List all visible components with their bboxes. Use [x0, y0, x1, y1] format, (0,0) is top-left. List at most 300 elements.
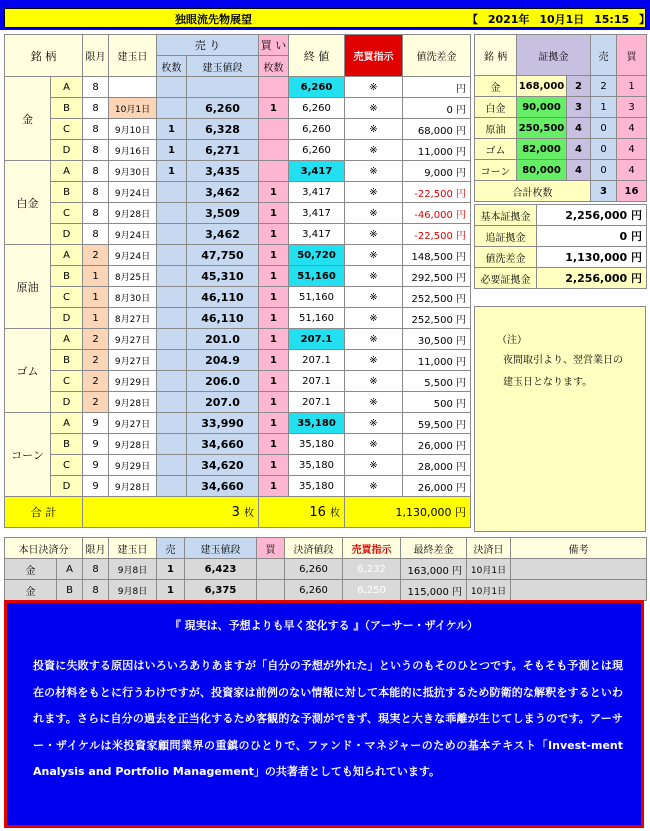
quote-heading: 『 現実は、予想よりも早く変化する 』（アーサー・ザイケル）	[169, 619, 479, 632]
position-date: 9月10日	[109, 119, 157, 140]
settled-buy	[257, 559, 285, 580]
position-diff: 500 円	[403, 392, 471, 413]
margin-row	[475, 139, 647, 160]
summary-value: 1,130,000 円	[537, 247, 647, 268]
settled-buy	[257, 580, 285, 601]
memo-line-1: （注）	[497, 335, 527, 346]
position-price: 6,271	[187, 140, 259, 161]
position-row	[5, 182, 471, 203]
position-date: 8月27日	[109, 308, 157, 329]
position-row	[5, 224, 471, 245]
position-row	[5, 77, 471, 98]
settled-col-3: 売	[157, 538, 185, 559]
quote-body: 投資に失敗する原因はいろいろありあますが「自分の予想が外れた」というのもそのひとつです。そもそも予測とは現在の材料をもとに行うわけですが、投資家は前例のない情報に対して本能的に抵抗するため防衛的な解釈をするといわれます。さらに自分の過去を正当化するため客観的な予測ができず、現実と大きな乖離が生じてしまうのです。アーサー・ザイケルは米投資家顧問業界の重鎮のひとりで、ファンド・マネジャーのための基本テキスト「Invest-ment Analysis and Portfolio Management」の共著者としても知られています。	[33, 659, 623, 778]
settled-date: 9月8日	[109, 559, 157, 580]
position-diff: 59,500 円	[403, 413, 471, 434]
bracket-open: 【	[467, 13, 478, 26]
position-month: 9	[83, 455, 109, 476]
memo-link[interactable]: MEMO	[544, 290, 576, 301]
position-letter: B	[51, 266, 83, 287]
margin-buy: 4	[617, 160, 647, 181]
position-price: 34,620	[187, 455, 259, 476]
margin-sell: 0	[591, 160, 617, 181]
memo-line-2: 夜間取引より、翌営業日の	[503, 355, 623, 366]
position-buy-count: 1	[259, 182, 289, 203]
settled-col-6: 決済値段	[285, 538, 343, 559]
settled-month: 8	[83, 580, 109, 601]
col-kai-maisu: 枚数	[259, 56, 289, 77]
position-sell-count: 1	[157, 161, 187, 182]
summary-value: 2,256,000 円	[537, 268, 647, 289]
position-price: 46,110	[187, 308, 259, 329]
position-price: 46,110	[187, 287, 259, 308]
position-price: 34,660	[187, 434, 259, 455]
position-instruction: ※	[345, 350, 403, 371]
settled-note	[511, 580, 647, 601]
position-buy-count: 1	[259, 329, 289, 350]
position-date: 8月30日	[109, 287, 157, 308]
position-instruction: ※	[345, 371, 403, 392]
settled-col-9: 決済日	[467, 538, 511, 559]
position-price: 207.0	[187, 392, 259, 413]
position-letter: B	[51, 182, 83, 203]
position-close: 35,180	[289, 455, 345, 476]
settled-settle-price: 6,260	[285, 559, 343, 580]
position-diff: 252,500 円	[403, 308, 471, 329]
position-month: 8	[83, 119, 109, 140]
position-month: 2	[83, 392, 109, 413]
position-price: 45,310	[187, 266, 259, 287]
summary-row	[475, 247, 647, 268]
summary-label: 追証拠金	[475, 226, 537, 247]
col-kai: 買 い	[259, 35, 289, 56]
position-diff: 5,500 円	[403, 371, 471, 392]
position-diff: 円	[403, 77, 471, 98]
margin-sell: 0	[591, 118, 617, 139]
position-close: 35,180	[289, 476, 345, 497]
position-instruction: ※	[345, 413, 403, 434]
settled-col-8: 最終差金	[401, 538, 467, 559]
position-sell-count: 1	[157, 119, 187, 140]
col-uri: 売 り	[157, 35, 259, 56]
settled-col-4: 建玉値段	[185, 538, 257, 559]
position-buy-count: 1	[259, 245, 289, 266]
position-instruction: ※	[345, 308, 403, 329]
summary-row	[475, 205, 647, 226]
position-buy-count: 1	[259, 371, 289, 392]
position-instruction: ※	[345, 329, 403, 350]
margin-value: 168,000	[517, 76, 567, 97]
total-buy-unit: 枚	[330, 508, 340, 519]
position-close: 50,720	[289, 245, 345, 266]
summary-label: 基本証拠金	[475, 205, 537, 226]
position-row	[5, 350, 471, 371]
position-date: 9月30日	[109, 161, 157, 182]
commodity-name: 白金	[5, 161, 51, 245]
position-close: 3,417	[289, 182, 345, 203]
position-date: 9月27日	[109, 329, 157, 350]
date-time: 15:15	[594, 13, 630, 26]
position-close: 207.1	[289, 371, 345, 392]
side-total-buy: 16	[617, 181, 647, 202]
position-price: 3,435	[187, 161, 259, 182]
position-sell-count	[157, 77, 187, 98]
position-sell-count	[157, 434, 187, 455]
position-row	[5, 476, 471, 497]
margin-panel	[474, 34, 646, 289]
summary-row	[475, 226, 647, 247]
margin-value: 90,000	[517, 97, 567, 118]
position-row	[5, 245, 471, 266]
position-buy-count: 1	[259, 392, 289, 413]
summary-row	[475, 268, 647, 289]
position-close: 3,417	[289, 203, 345, 224]
position-diff: -46,000 円	[403, 203, 471, 224]
page-title: 独眼流先物展望	[175, 13, 252, 26]
position-instruction: ※	[345, 224, 403, 245]
position-close: 51,160	[289, 287, 345, 308]
position-diff: 148,500 円	[403, 245, 471, 266]
settled-col-0: 本日決済分	[5, 538, 83, 559]
position-sell-count	[157, 308, 187, 329]
side-col-uri: 売	[591, 35, 617, 76]
position-date: 9月27日	[109, 350, 157, 371]
position-month: 1	[83, 266, 109, 287]
side-col-kai: 買	[617, 35, 647, 76]
position-price: 47,750	[187, 245, 259, 266]
position-row	[5, 308, 471, 329]
position-close: 35,180	[289, 434, 345, 455]
settled-name: 金	[5, 559, 57, 580]
position-month: 8	[83, 161, 109, 182]
position-sell-count	[157, 287, 187, 308]
position-diff: -22,500 円	[403, 224, 471, 245]
margin-count: 4	[567, 118, 591, 139]
position-instruction: ※	[345, 392, 403, 413]
position-date: 9月24日	[109, 224, 157, 245]
commodity-name: ゴム	[5, 329, 51, 413]
margin-value: 250,500	[517, 118, 567, 139]
position-month: 2	[83, 350, 109, 371]
margin-name: ゴム	[475, 139, 517, 160]
position-instruction: ※	[345, 434, 403, 455]
position-sell-count: 1	[157, 140, 187, 161]
margin-buy: 3	[617, 97, 647, 118]
position-instruction: ※	[345, 455, 403, 476]
position-row	[5, 140, 471, 161]
col-tategyoku-nedan: 建玉値段	[187, 56, 259, 77]
position-date: 9月29日	[109, 455, 157, 476]
position-close: 3,417	[289, 161, 345, 182]
position-close: 3,417	[289, 224, 345, 245]
position-sell-count	[157, 455, 187, 476]
total-row	[5, 497, 471, 528]
position-sell-count	[157, 476, 187, 497]
position-letter: A	[51, 161, 83, 182]
settled-col-7: 売買指示	[343, 538, 401, 559]
position-instruction: ※	[345, 77, 403, 98]
position-sell-count	[157, 203, 187, 224]
margin-body	[475, 76, 647, 181]
position-instruction: ※	[345, 98, 403, 119]
position-month: 1	[83, 308, 109, 329]
margin-buy: 4	[617, 118, 647, 139]
position-date: 8月25日	[109, 266, 157, 287]
summary-label: 値洗差金	[475, 247, 537, 268]
position-diff: 11,000 円	[403, 350, 471, 371]
position-month: 8	[83, 98, 109, 119]
position-month: 2	[83, 245, 109, 266]
position-sell-count	[157, 182, 187, 203]
position-month: 9	[83, 476, 109, 497]
position-letter: A	[51, 413, 83, 434]
side-total-label: 合計枚数	[475, 181, 591, 202]
settled-price: 6,375	[185, 580, 257, 601]
position-date: 9月28日	[109, 392, 157, 413]
position-buy-count: 1	[259, 266, 289, 287]
position-instruction: ※	[345, 245, 403, 266]
position-sell-count	[157, 224, 187, 245]
memo-line-3: 建玉日となります。	[503, 377, 593, 388]
margin-value: 82,000	[517, 139, 567, 160]
margin-row	[475, 160, 647, 181]
position-close: 35,180	[289, 413, 345, 434]
position-month: 9	[83, 434, 109, 455]
position-buy-count: 1	[259, 413, 289, 434]
settled-settle-price: 6,260	[285, 580, 343, 601]
col-meigara: 銘 柄	[5, 35, 83, 77]
position-sell-count	[157, 350, 187, 371]
position-instruction: ※	[345, 182, 403, 203]
position-row	[5, 434, 471, 455]
position-row	[5, 371, 471, 392]
position-date: 9月27日	[109, 413, 157, 434]
position-buy-count	[259, 161, 289, 182]
margin-name: 白金	[475, 97, 517, 118]
margin-value: 80,000	[517, 160, 567, 181]
position-row	[5, 392, 471, 413]
position-month: 9	[83, 413, 109, 434]
position-row	[5, 203, 471, 224]
position-buy-count: 1	[259, 224, 289, 245]
side-total-row	[475, 181, 647, 202]
settled-name: 金	[5, 580, 57, 601]
position-price: 6,328	[187, 119, 259, 140]
position-row	[5, 455, 471, 476]
position-date: 10月1日	[109, 98, 157, 119]
position-price: 3,462	[187, 182, 259, 203]
position-month: 2	[83, 329, 109, 350]
settled-instruction: 6,250	[343, 580, 401, 601]
col-genmai: 限月	[83, 35, 109, 77]
position-price: 206.0	[187, 371, 259, 392]
position-date: 9月29日	[109, 371, 157, 392]
positions-table-wrap	[4, 34, 470, 528]
date-display	[467, 11, 650, 27]
position-price: 201.0	[187, 329, 259, 350]
position-close: 207.1	[289, 350, 345, 371]
margin-name: コーン	[475, 160, 517, 181]
position-close: 6,260	[289, 119, 345, 140]
position-letter: C	[51, 119, 83, 140]
position-letter: B	[51, 434, 83, 455]
side-col-shokokin: 証拠金	[517, 35, 591, 76]
position-letter: A	[51, 245, 83, 266]
position-diff: -22,500 円	[403, 182, 471, 203]
position-date: 9月24日	[109, 182, 157, 203]
total-label: 合 計	[5, 497, 83, 528]
summary-label: 必要証拠金	[475, 268, 537, 289]
settled-price: 6,423	[185, 559, 257, 580]
position-date: 9月28日	[109, 476, 157, 497]
total-yen: 円	[455, 506, 466, 519]
position-close: 6,260	[289, 140, 345, 161]
position-diff: 26,000 円	[403, 434, 471, 455]
position-month: 8	[83, 203, 109, 224]
position-instruction: ※	[345, 203, 403, 224]
settled-date-closed: 10月1日	[467, 559, 511, 580]
margin-row	[475, 97, 647, 118]
position-buy-count	[259, 77, 289, 98]
position-month: 8	[83, 182, 109, 203]
position-close: 51,160	[289, 308, 345, 329]
margin-table	[474, 34, 647, 202]
position-month: 2	[83, 371, 109, 392]
col-owarine: 終 値	[289, 35, 345, 77]
settled-col-5: 買	[257, 538, 285, 559]
position-date: 9月24日	[109, 245, 157, 266]
position-letter: C	[51, 203, 83, 224]
position-month: 8	[83, 77, 109, 98]
margin-row	[475, 76, 647, 97]
position-date: 9月16日	[109, 140, 157, 161]
settled-col-1: 限月	[83, 538, 109, 559]
position-buy-count: 1	[259, 476, 289, 497]
positions-body	[5, 77, 471, 497]
position-diff: 0 円	[403, 98, 471, 119]
position-sell-count	[157, 371, 187, 392]
position-close: 207.1	[289, 392, 345, 413]
position-buy-count: 1	[259, 455, 289, 476]
position-price: 3,509	[187, 203, 259, 224]
position-letter: C	[51, 371, 83, 392]
position-buy-count: 1	[259, 434, 289, 455]
position-row	[5, 413, 471, 434]
settled-row	[5, 580, 647, 601]
position-instruction: ※	[345, 119, 403, 140]
position-letter: D	[51, 140, 83, 161]
position-row	[5, 98, 471, 119]
position-date: 9月28日	[109, 203, 157, 224]
settled-month: 8	[83, 559, 109, 580]
position-diff: 30,500 円	[403, 329, 471, 350]
position-diff: 11,000 円	[403, 140, 471, 161]
position-close: 6,260	[289, 77, 345, 98]
position-letter: D	[51, 476, 83, 497]
position-diff: 9,000 円	[403, 161, 471, 182]
commodity-name: 金	[5, 77, 51, 161]
position-letter: A	[51, 329, 83, 350]
position-letter: B	[51, 98, 83, 119]
position-row	[5, 329, 471, 350]
position-price: 6,260	[187, 98, 259, 119]
position-row	[5, 119, 471, 140]
positions-table	[4, 34, 471, 528]
position-month: 1	[83, 287, 109, 308]
position-sell-count	[157, 413, 187, 434]
date-day: 10月1日	[539, 13, 585, 26]
settled-letter: A	[57, 559, 83, 580]
settled-note	[511, 559, 647, 580]
position-month: 8	[83, 224, 109, 245]
position-letter: A	[51, 77, 83, 98]
summary-value: 2,256,000 円	[537, 205, 647, 226]
top-bar	[0, 0, 650, 30]
position-month: 8	[83, 140, 109, 161]
total-sell-unit: 枚	[244, 508, 254, 519]
position-instruction: ※	[345, 476, 403, 497]
position-buy-count: 1	[259, 287, 289, 308]
position-price: 34,660	[187, 476, 259, 497]
commodity-name: 原油	[5, 245, 51, 329]
positions-header-row	[5, 35, 471, 56]
settled-table-wrap	[4, 537, 646, 601]
col-baibai-shiji: 売買指示	[345, 35, 403, 77]
position-price	[187, 77, 259, 98]
position-buy-count	[259, 119, 289, 140]
total-sell-count: 3	[231, 505, 240, 520]
position-instruction: ※	[345, 287, 403, 308]
position-price: 3,462	[187, 224, 259, 245]
margin-sell: 1	[591, 97, 617, 118]
bracket-close: 】	[638, 13, 650, 26]
position-instruction: ※	[345, 161, 403, 182]
position-letter: B	[51, 350, 83, 371]
col-tategyokubi: 建玉日	[109, 35, 157, 77]
margin-sell: 0	[591, 139, 617, 160]
margin-count: 4	[567, 160, 591, 181]
quote-box	[4, 600, 644, 828]
settled-col-2: 建玉日	[109, 538, 157, 559]
position-price: 204.9	[187, 350, 259, 371]
position-diff: 68,000 円	[403, 119, 471, 140]
settled-col-10: 備考	[511, 538, 647, 559]
settled-sell: 1	[157, 580, 185, 601]
margin-name: 原油	[475, 118, 517, 139]
settled-final: 115,000 円	[401, 580, 467, 601]
margin-name: 金	[475, 76, 517, 97]
col-uri-maisu: 枚数	[157, 56, 187, 77]
margin-buy: 1	[617, 76, 647, 97]
settled-date: 9月8日	[109, 580, 157, 601]
col-nesen: 値洗差金	[403, 35, 471, 77]
position-buy-count: 1	[259, 98, 289, 119]
commodity-name: コーン	[5, 413, 51, 497]
settled-table	[4, 537, 647, 601]
position-row	[5, 266, 471, 287]
position-sell-count	[157, 329, 187, 350]
position-buy-count: 1	[259, 203, 289, 224]
settled-row	[5, 559, 647, 580]
position-letter: D	[51, 224, 83, 245]
position-date	[109, 77, 157, 98]
position-instruction: ※	[345, 140, 403, 161]
settled-header-row	[5, 538, 647, 559]
position-sell-count	[157, 392, 187, 413]
memo-area	[474, 306, 646, 532]
position-letter: D	[51, 308, 83, 329]
position-letter: C	[51, 455, 83, 476]
